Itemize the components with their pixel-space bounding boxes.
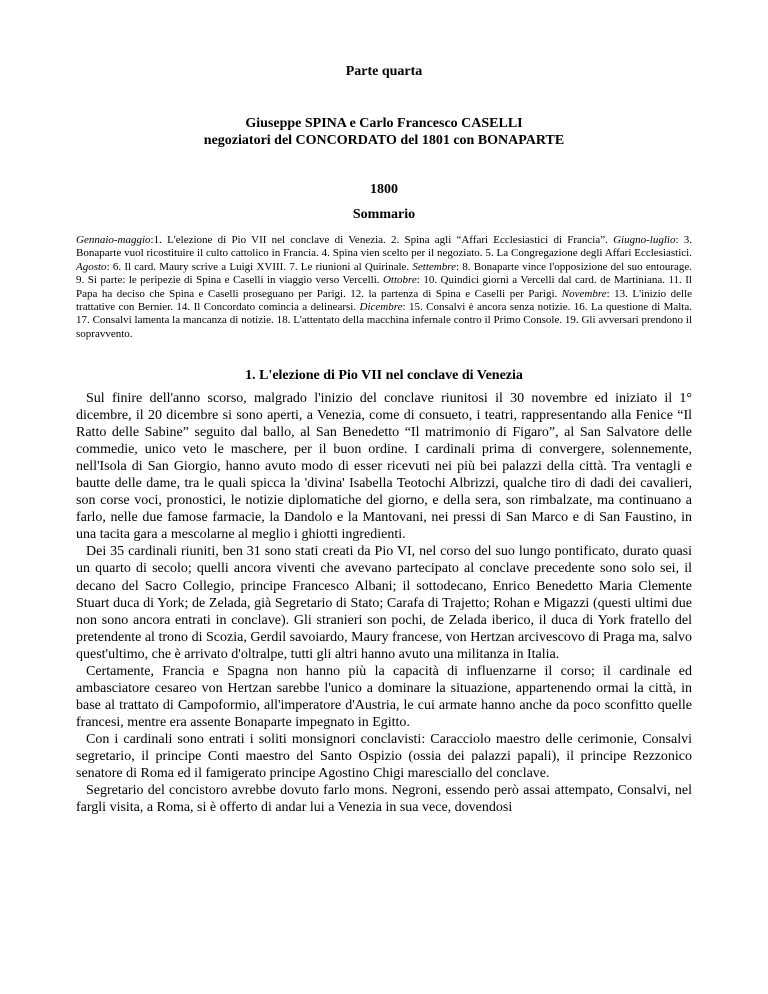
summary-text: : 3. Bonaparte vuol ricostituire il culto cattolico in Francia. 4. Spina vien scelto per il negoziato. 5. La Congregazione degli Affari Ecclesiastici.	[76, 234, 692, 260]
summary-month: Giugno-luglio	[613, 234, 676, 246]
summary-month: Settembre	[412, 260, 456, 273]
summary-month: Agosto	[76, 260, 107, 273]
body-text	[76, 390, 692, 816]
summary-title: Sommario	[352, 207, 416, 222]
summary-block	[76, 234, 692, 341]
summary-text: : 15. Consalvi è ancora senza notizie. 16. La questione di Malta. 17. Consalvi lamenta la mancanza di notizie. 18. L'attentato della macchina infernale contro il Primo Console. 19. Gli avversari prendono il sopravvento.	[76, 301, 692, 340]
summary-month: Novembre	[561, 287, 607, 300]
summary-text: : 13. L'inizio delle trattative con Bernier. 14. Il Concordato comincia a delinearsi.	[76, 287, 693, 314]
part-heading: Parte quarta	[345, 64, 423, 79]
document-title	[0, 115, 768, 149]
summary-text: : 6. Il card. Maury scrive a Luigi XVIII. 7. Le riunioni al Quirinale.	[106, 260, 413, 273]
summary-text: : 10. Quindici giorni a Vercelli dal card. de Martiniana. 11. Il Papa ha deciso che Spina e Caselli proseguano per Parigi. 12. la partenza di Spina e Caselli per Parigi.	[76, 274, 692, 300]
paragraph: Certamente, Francia e Spagna non hanno più la capacità di influenzarne il corso; il cardinale ed ambasciatore cesareo von Hertzan sarebbe l'unico a dominare la situazione, appartenendo ormai la città, in base al trattato di Campoformio, all'imperatore d'Austria, le cui armate hanno anche da poco sconfitto quelle francesi, mentre era assente Bonaparte impegnato in Egitto.	[76, 663, 692, 730]
summary-text: :1. L'elezione di Pio VII nel conclave di Venezia. 2. Spina agli “Affari Ecclesiastici di Francia”.	[150, 234, 614, 246]
paragraph: Segretario del concistoro avrebbe dovuto farlo mons. Negroni, essendo però assai attempato, Consalvi, nel fargli visita, a Roma, si è offerto di andar lui a Venezia in sua vece, dovendosi	[76, 783, 692, 816]
section-title: 1. L'elezione di Pio VII nel conclave di Venezia	[245, 368, 523, 383]
year-heading: 1800	[370, 182, 398, 197]
subtitle-line: negoziatori del CONCORDATO del 1801 con BONAPARTE	[203, 133, 565, 148]
authors-line: Giuseppe SPINA e Carlo Francesco CASELLI	[245, 116, 523, 131]
paragraph: Con i cardinali sono entrati i soliti monsignori conclavisti: Caracciolo maestro delle cerimonie, Consalvi segretario, il principe Conti maestro del Santo Ospizio (ossia dei palazzi papali), il principe Rezzonico senatore di Roma ed il famigerato principe Agostino Chigi maresciallo del conclave.	[76, 731, 692, 782]
summary-month: Gennaio-maggio	[76, 234, 151, 246]
summary-month: Dicembre	[359, 301, 403, 314]
summary-month: Ottobre	[382, 274, 417, 287]
paragraph: Sul finire dell'anno scorso, malgrado l'inizio del conclave riunitosi il 30 novembre ed iniziato il 1° dicembre, il 20 dicembre si sono aperti, a Venezia, come di consueto, i teatri, rappresentando alla Fenice “Il Ratto delle Sabine” seguito dal ballo, al San Benedetto “Il matrimonio di Figaro”, al San Salvatore delle commedie, unico veto le maschere, per il buon ordine. I cardinali prima di convergere, solennemente, nell'Isola di San Giorgio, hanno avuto modo di esser ricevuti nei più bei palazzi della città. Tra ventagli e bautte delle dame, tra le quali spicca la 'divina' Isabella Teotochi Albrizzi, qualche tiro di dadi dei cavalieri, son corse voci, pronostici, le notizie diplomatiche del giorno, e della sera, son rimbalzate, ma continuano a farlo, nelle due famose farmacie, la Dandolo e la Mantovani, nei pressi di San Marco e di San Faustino, in una tacita gara a mescolarne al meglio i ghiotti ingredienti.	[76, 391, 692, 543]
summary-text: : 8. Bonaparte vince l'opposizione del suo entourage. 9. Si parte: le peripezie di Spina e Caselli in viaggio verso Vercelli.	[76, 260, 692, 287]
paragraph: Dei 35 cardinali riuniti, ben 31 sono stati creati da Pio VI, nel corso del suo lungo pontificato, durato quasi un quarto di secolo; quelli ancora viventi che avevano partecipato al conclave precedente sono solo sei, il decano del Sacro Collegio, principe Francesco Albani; il sottodecano, Enrico Benedetto Maria Clemente Stuart duca di York; de Zelada, già Segretario di Stato; Carafa di Trajetto; Rohan e Migazzi (questi ultimi due non sono ancora entrati in conclave). Gli stranieri son pochi, de Zelada iberico, il duca di York fratello del pretendente al trono di Scozia, Gerdil savoiardo, Maury francese, von Hertzan arcivescovo di Praga ma, salvo quest'ultimo, che è arrivato d'oltralpe, tutti gli altri hanno avuto una militanza in Italia.	[76, 544, 692, 662]
